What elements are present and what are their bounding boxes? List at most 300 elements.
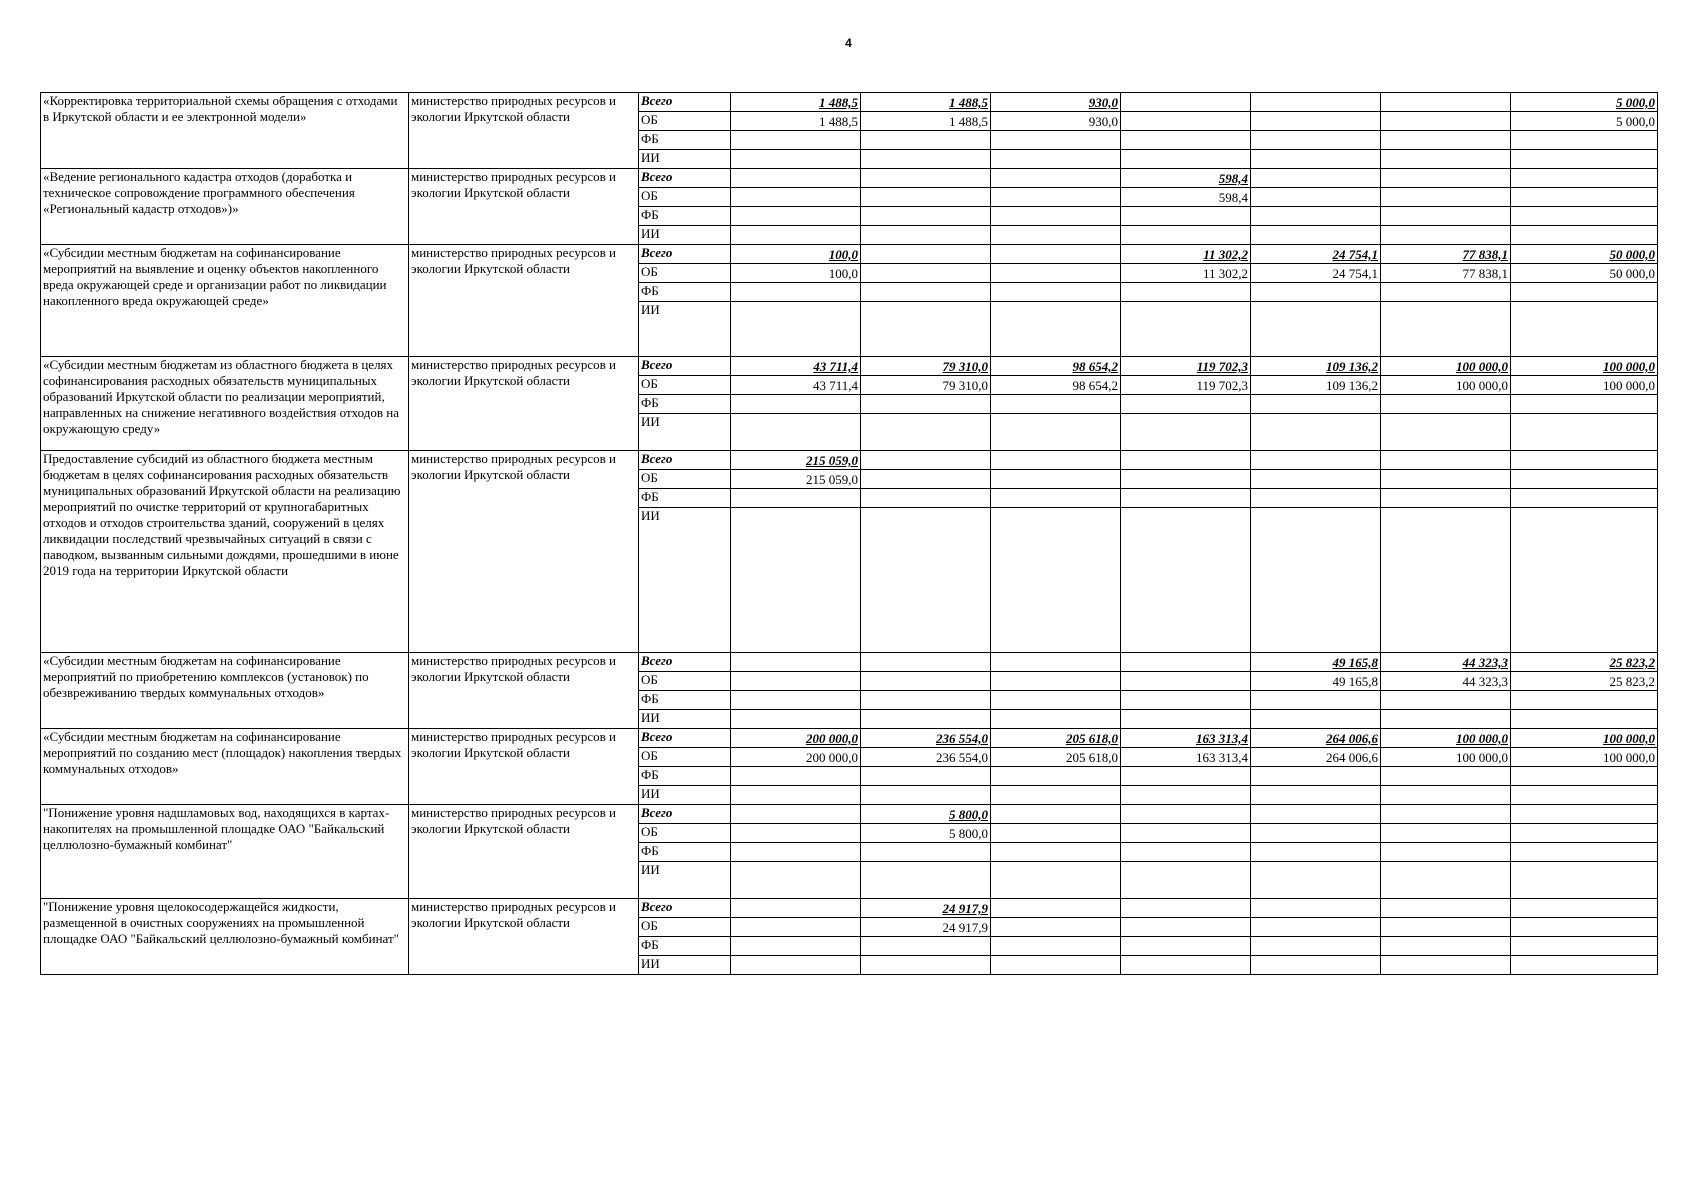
amount-cell bbox=[991, 843, 1121, 862]
amount-cell bbox=[991, 653, 1121, 672]
amount-cell bbox=[861, 395, 991, 414]
amount-cell: 598,4 bbox=[1121, 169, 1251, 188]
amount-cell bbox=[861, 207, 991, 226]
funding-source: Всего bbox=[639, 729, 731, 748]
amount-cell bbox=[1381, 489, 1511, 508]
amount-cell bbox=[1251, 710, 1381, 729]
amount-cell: 44 323,3 bbox=[1381, 672, 1511, 691]
measure-description: «Субсидии местным бюджетам на софинансирование мероприятий на выявление и оценку объектов накопленного вреда окружающей среде и организации работ по ликвидации накопленного вреда окружающей среде» bbox=[41, 245, 409, 357]
table-row-total bbox=[41, 899, 1658, 918]
amount-cell: 100 000,0 bbox=[1381, 376, 1511, 395]
amount-cell bbox=[1251, 169, 1381, 188]
amount-cell bbox=[1511, 283, 1658, 302]
funding-source: ФБ bbox=[639, 767, 731, 786]
amount-cell bbox=[1511, 395, 1658, 414]
amount-cell bbox=[1511, 150, 1658, 169]
funding-source: Всего bbox=[639, 169, 731, 188]
measure-description: "Понижение уровня надшламовых вод, находящихся в картах-накопителях на промышленной площадке ОАО "Байкальский целлюлозно-бумажный комбинат" bbox=[41, 805, 409, 899]
amount-cell: 5 800,0 bbox=[861, 805, 991, 824]
amount-cell bbox=[1251, 395, 1381, 414]
funding-source: Всего bbox=[639, 805, 731, 824]
amount-cell bbox=[1121, 843, 1251, 862]
amount-cell bbox=[1251, 131, 1381, 150]
amount-cell bbox=[1251, 786, 1381, 805]
amount-cell: 598,4 bbox=[1121, 188, 1251, 207]
amount-cell bbox=[1511, 508, 1658, 653]
amount-cell bbox=[731, 956, 861, 975]
amount-cell bbox=[861, 150, 991, 169]
amount-cell bbox=[1381, 283, 1511, 302]
amount-cell bbox=[1381, 805, 1511, 824]
responsible-executor: министерство природных ресурсов и экологии Иркутской области bbox=[409, 653, 639, 729]
table-row-total bbox=[41, 451, 1658, 470]
funding-source: ФБ bbox=[639, 395, 731, 414]
amount-cell bbox=[1121, 899, 1251, 918]
amount-cell bbox=[1381, 918, 1511, 937]
amount-cell bbox=[1381, 414, 1511, 451]
amount-cell bbox=[1381, 843, 1511, 862]
responsible-executor: министерство природных ресурсов и экологии Иркутской области bbox=[409, 451, 639, 653]
amount-cell bbox=[1121, 805, 1251, 824]
funding-source: ОБ bbox=[639, 672, 731, 691]
amount-cell bbox=[731, 899, 861, 918]
amount-cell bbox=[1121, 767, 1251, 786]
amount-cell bbox=[1381, 150, 1511, 169]
amount-cell bbox=[861, 169, 991, 188]
funding-source: Всего bbox=[639, 451, 731, 470]
funding-source: ИИ bbox=[639, 302, 731, 357]
amount-cell bbox=[1251, 283, 1381, 302]
amount-cell: 163 313,4 bbox=[1121, 729, 1251, 748]
amount-cell bbox=[1511, 918, 1658, 937]
amount-cell bbox=[1121, 937, 1251, 956]
amount-cell bbox=[861, 937, 991, 956]
amount-cell bbox=[861, 226, 991, 245]
budget-table-body bbox=[41, 93, 1658, 975]
page-number: 4 bbox=[845, 36, 852, 50]
amount-cell: 24 754,1 bbox=[1251, 245, 1381, 264]
amount-cell bbox=[1381, 131, 1511, 150]
amount-cell bbox=[1121, 956, 1251, 975]
amount-cell bbox=[1121, 489, 1251, 508]
amount-cell bbox=[991, 207, 1121, 226]
funding-source: ФБ bbox=[639, 207, 731, 226]
amount-cell: 43 711,4 bbox=[731, 376, 861, 395]
amount-cell: 100 000,0 bbox=[1511, 376, 1658, 395]
amount-cell bbox=[1511, 899, 1658, 918]
amount-cell bbox=[861, 843, 991, 862]
amount-cell bbox=[1511, 862, 1658, 899]
amount-cell bbox=[731, 489, 861, 508]
amount-cell bbox=[991, 395, 1121, 414]
amount-cell: 100,0 bbox=[731, 245, 861, 264]
amount-cell bbox=[1121, 414, 1251, 451]
amount-cell bbox=[991, 283, 1121, 302]
amount-cell bbox=[991, 264, 1121, 283]
amount-cell bbox=[1511, 188, 1658, 207]
amount-cell bbox=[991, 710, 1121, 729]
amount-cell: 24 917,9 bbox=[861, 899, 991, 918]
amount-cell bbox=[991, 786, 1121, 805]
amount-cell: 100,0 bbox=[731, 264, 861, 283]
funding-source: ИИ bbox=[639, 414, 731, 451]
amount-cell bbox=[731, 302, 861, 357]
amount-cell bbox=[731, 824, 861, 843]
amount-cell: 24 754,1 bbox=[1251, 264, 1381, 283]
amount-cell bbox=[861, 672, 991, 691]
amount-cell bbox=[861, 786, 991, 805]
amount-cell bbox=[1251, 226, 1381, 245]
amount-cell bbox=[731, 508, 861, 653]
amount-cell bbox=[731, 395, 861, 414]
amount-cell bbox=[1381, 470, 1511, 489]
funding-source: Всего bbox=[639, 245, 731, 264]
amount-cell bbox=[1251, 824, 1381, 843]
amount-cell bbox=[861, 470, 991, 489]
amount-cell bbox=[1251, 150, 1381, 169]
funding-source: ОБ bbox=[639, 376, 731, 395]
measure-description: «Субсидии местным бюджетам на софинансирование мероприятий по приобретению комплексов (установок) по обезвреживанию твердых коммунальных отходов» bbox=[41, 653, 409, 729]
amount-cell bbox=[1511, 169, 1658, 188]
table-row-total bbox=[41, 729, 1658, 748]
amount-cell: 25 823,2 bbox=[1511, 653, 1658, 672]
funding-source: Всего bbox=[639, 653, 731, 672]
amount-cell: 1 488,5 bbox=[731, 112, 861, 131]
amount-cell bbox=[1511, 956, 1658, 975]
amount-cell: 77 838,1 bbox=[1381, 264, 1511, 283]
amount-cell bbox=[1121, 93, 1251, 112]
amount-cell bbox=[1381, 188, 1511, 207]
amount-cell: 930,0 bbox=[991, 112, 1121, 131]
amount-cell: 215 059,0 bbox=[731, 470, 861, 489]
amount-cell bbox=[991, 899, 1121, 918]
amount-cell bbox=[731, 862, 861, 899]
amount-cell bbox=[731, 283, 861, 302]
funding-source: ФБ bbox=[639, 937, 731, 956]
amount-cell bbox=[861, 767, 991, 786]
amount-cell bbox=[991, 767, 1121, 786]
amount-cell bbox=[1381, 956, 1511, 975]
amount-cell bbox=[1251, 899, 1381, 918]
amount-cell bbox=[1381, 451, 1511, 470]
amount-cell bbox=[1121, 508, 1251, 653]
amount-cell bbox=[1251, 470, 1381, 489]
amount-cell bbox=[861, 264, 991, 283]
amount-cell bbox=[731, 767, 861, 786]
amount-cell: 215 059,0 bbox=[731, 451, 861, 470]
amount-cell bbox=[1251, 302, 1381, 357]
amount-cell bbox=[1121, 395, 1251, 414]
amount-cell bbox=[731, 786, 861, 805]
amount-cell: 5 000,0 bbox=[1511, 93, 1658, 112]
amount-cell bbox=[731, 169, 861, 188]
amount-cell: 49 165,8 bbox=[1251, 672, 1381, 691]
amount-cell bbox=[731, 207, 861, 226]
amount-cell bbox=[861, 451, 991, 470]
amount-cell bbox=[1121, 710, 1251, 729]
amount-cell: 109 136,2 bbox=[1251, 376, 1381, 395]
amount-cell bbox=[991, 451, 1121, 470]
amount-cell bbox=[1121, 226, 1251, 245]
amount-cell bbox=[1381, 508, 1511, 653]
funding-source: ОБ bbox=[639, 748, 731, 767]
amount-cell bbox=[1381, 786, 1511, 805]
amount-cell bbox=[991, 226, 1121, 245]
amount-cell bbox=[861, 188, 991, 207]
amount-cell bbox=[991, 131, 1121, 150]
amount-cell: 205 618,0 bbox=[991, 729, 1121, 748]
responsible-executor: министерство природных ресурсов и экологии Иркутской области bbox=[409, 357, 639, 451]
amount-cell: 79 310,0 bbox=[861, 376, 991, 395]
table-row-total bbox=[41, 169, 1658, 188]
measure-description: «Ведение регионального кадастра отходов (доработка и техническое сопровождение программного обеспечения «Региональный кадастр отходов»)» bbox=[41, 169, 409, 245]
amount-cell bbox=[1251, 691, 1381, 710]
amount-cell bbox=[731, 414, 861, 451]
amount-cell bbox=[1121, 150, 1251, 169]
amount-cell: 50 000,0 bbox=[1511, 264, 1658, 283]
amount-cell: 44 323,3 bbox=[1381, 653, 1511, 672]
amount-cell bbox=[731, 710, 861, 729]
responsible-executor: министерство природных ресурсов и экологии Иркутской области bbox=[409, 805, 639, 899]
amount-cell: 109 136,2 bbox=[1251, 357, 1381, 376]
measure-description: Предоставление субсидий из областного бюджета местным бюджетам в целях софинансирования расходных обязательств муниципальных образований Иркутской области на реализацию мероприятий по очистке территорий от крупногабаритных отходов и отходов строительства зданий, сооружений в целях ликвидации последствий чрезвычайных ситуаций в связи с паводком, вызванным сильными дождями, прошедшими в июне 2019 года на территории Иркутской области bbox=[41, 451, 409, 653]
amount-cell: 264 006,6 bbox=[1251, 748, 1381, 767]
amount-cell bbox=[1381, 302, 1511, 357]
amount-cell bbox=[1511, 302, 1658, 357]
amount-cell: 100 000,0 bbox=[1511, 729, 1658, 748]
funding-source: ОБ bbox=[639, 264, 731, 283]
funding-source: ОБ bbox=[639, 918, 731, 937]
amount-cell bbox=[1381, 93, 1511, 112]
amount-cell: 49 165,8 bbox=[1251, 653, 1381, 672]
amount-cell bbox=[991, 470, 1121, 489]
budget-table bbox=[40, 92, 1658, 975]
amount-cell: 119 702,3 bbox=[1121, 376, 1251, 395]
amount-cell bbox=[1251, 112, 1381, 131]
funding-source: ИИ bbox=[639, 150, 731, 169]
amount-cell bbox=[1251, 489, 1381, 508]
amount-cell bbox=[1121, 691, 1251, 710]
amount-cell bbox=[1511, 451, 1658, 470]
amount-cell bbox=[1381, 767, 1511, 786]
amount-cell: 264 006,6 bbox=[1251, 729, 1381, 748]
amount-cell bbox=[861, 489, 991, 508]
amount-cell: 98 654,2 bbox=[991, 357, 1121, 376]
amount-cell bbox=[1511, 470, 1658, 489]
funding-source: ОБ bbox=[639, 188, 731, 207]
amount-cell bbox=[731, 131, 861, 150]
measure-description: «Субсидии местным бюджетам на софинансирование мероприятий по созданию мест (площадок) накопления твердых коммунальных отходов» bbox=[41, 729, 409, 805]
amount-cell bbox=[861, 956, 991, 975]
amount-cell bbox=[1251, 918, 1381, 937]
amount-cell bbox=[861, 508, 991, 653]
amount-cell bbox=[1511, 843, 1658, 862]
amount-cell bbox=[1121, 451, 1251, 470]
amount-cell bbox=[991, 862, 1121, 899]
amount-cell bbox=[731, 226, 861, 245]
amount-cell bbox=[1121, 302, 1251, 357]
amount-cell bbox=[991, 245, 1121, 264]
amount-cell bbox=[1121, 786, 1251, 805]
amount-cell bbox=[1121, 131, 1251, 150]
amount-cell: 98 654,2 bbox=[991, 376, 1121, 395]
amount-cell bbox=[1511, 767, 1658, 786]
amount-cell bbox=[731, 150, 861, 169]
amount-cell: 236 554,0 bbox=[861, 748, 991, 767]
funding-source: ФБ bbox=[639, 131, 731, 150]
responsible-executor: министерство природных ресурсов и экологии Иркутской области bbox=[409, 169, 639, 245]
responsible-executor: министерство природных ресурсов и экологии Иркутской области bbox=[409, 245, 639, 357]
amount-cell: 100 000,0 bbox=[1511, 748, 1658, 767]
amount-cell bbox=[731, 843, 861, 862]
amount-cell bbox=[991, 824, 1121, 843]
amount-cell bbox=[861, 691, 991, 710]
amount-cell: 1 488,5 bbox=[731, 93, 861, 112]
amount-cell: 100 000,0 bbox=[1381, 729, 1511, 748]
amount-cell bbox=[861, 653, 991, 672]
amount-cell bbox=[731, 937, 861, 956]
amount-cell: 100 000,0 bbox=[1511, 357, 1658, 376]
amount-cell bbox=[861, 283, 991, 302]
measure-description: «Корректировка территориальной схемы обращения с отходами в Иркутской области и ее электронной модели» bbox=[41, 93, 409, 169]
amount-cell bbox=[1251, 805, 1381, 824]
funding-source: ФБ bbox=[639, 691, 731, 710]
amount-cell bbox=[1251, 956, 1381, 975]
responsible-executor: министерство природных ресурсов и экологии Иркутской области bbox=[409, 93, 639, 169]
amount-cell bbox=[731, 805, 861, 824]
amount-cell bbox=[991, 188, 1121, 207]
funding-source: ИИ bbox=[639, 786, 731, 805]
amount-cell bbox=[1251, 862, 1381, 899]
amount-cell bbox=[1511, 824, 1658, 843]
amount-cell bbox=[991, 956, 1121, 975]
amount-cell: 43 711,4 bbox=[731, 357, 861, 376]
amount-cell bbox=[861, 414, 991, 451]
amount-cell bbox=[1251, 508, 1381, 653]
amount-cell: 100 000,0 bbox=[1381, 748, 1511, 767]
responsible-executor: министерство природных ресурсов и экологии Иркутской области bbox=[409, 899, 639, 975]
amount-cell bbox=[1381, 862, 1511, 899]
amount-cell: 11 302,2 bbox=[1121, 264, 1251, 283]
amount-cell bbox=[861, 862, 991, 899]
funding-source: Всего bbox=[639, 93, 731, 112]
table-row-total bbox=[41, 357, 1658, 376]
table-row-total bbox=[41, 805, 1658, 824]
amount-cell bbox=[991, 805, 1121, 824]
amount-cell bbox=[731, 672, 861, 691]
funding-source: ИИ bbox=[639, 226, 731, 245]
amount-cell: 5 800,0 bbox=[861, 824, 991, 843]
amount-cell bbox=[1511, 207, 1658, 226]
amount-cell bbox=[1121, 918, 1251, 937]
amount-cell bbox=[1511, 131, 1658, 150]
funding-source: ИИ bbox=[639, 862, 731, 899]
amount-cell bbox=[861, 302, 991, 357]
funding-source: ОБ bbox=[639, 824, 731, 843]
funding-source: Всего bbox=[639, 899, 731, 918]
funding-source: ИИ bbox=[639, 710, 731, 729]
amount-cell bbox=[1511, 691, 1658, 710]
amount-cell bbox=[1381, 691, 1511, 710]
amount-cell: 5 000,0 bbox=[1511, 112, 1658, 131]
amount-cell bbox=[861, 245, 991, 264]
amount-cell: 77 838,1 bbox=[1381, 245, 1511, 264]
amount-cell bbox=[1511, 786, 1658, 805]
amount-cell bbox=[1251, 93, 1381, 112]
amount-cell bbox=[1121, 862, 1251, 899]
amount-cell bbox=[1251, 937, 1381, 956]
amount-cell: 163 313,4 bbox=[1121, 748, 1251, 767]
amount-cell bbox=[1381, 824, 1511, 843]
amount-cell: 24 917,9 bbox=[861, 918, 991, 937]
measure-description: «Субсидии местным бюджетам из областного бюджета в целях софинансирования расходных обязательств муниципальных образований Иркутской области по реализации мероприятий, направленных на снижение негативного воздействия отходов на окружающую среду» bbox=[41, 357, 409, 451]
amount-cell bbox=[991, 508, 1121, 653]
funding-source: ФБ bbox=[639, 843, 731, 862]
amount-cell bbox=[991, 302, 1121, 357]
amount-cell bbox=[991, 414, 1121, 451]
amount-cell: 50 000,0 bbox=[1511, 245, 1658, 264]
amount-cell bbox=[731, 188, 861, 207]
amount-cell: 200 000,0 bbox=[731, 748, 861, 767]
amount-cell bbox=[1511, 937, 1658, 956]
amount-cell bbox=[1511, 489, 1658, 508]
amount-cell bbox=[1511, 710, 1658, 729]
amount-cell bbox=[1251, 207, 1381, 226]
amount-cell: 1 488,5 bbox=[861, 112, 991, 131]
amount-cell bbox=[1121, 470, 1251, 489]
amount-cell bbox=[861, 710, 991, 729]
amount-cell bbox=[731, 918, 861, 937]
funding-source: ФБ bbox=[639, 489, 731, 508]
amount-cell bbox=[1251, 414, 1381, 451]
amount-cell bbox=[731, 653, 861, 672]
funding-source: ОБ bbox=[639, 470, 731, 489]
amount-cell bbox=[1251, 188, 1381, 207]
amount-cell bbox=[991, 489, 1121, 508]
responsible-executor: министерство природных ресурсов и экологии Иркутской области bbox=[409, 729, 639, 805]
amount-cell bbox=[1511, 226, 1658, 245]
amount-cell: 100 000,0 bbox=[1381, 357, 1511, 376]
amount-cell bbox=[1251, 843, 1381, 862]
amount-cell: 11 302,2 bbox=[1121, 245, 1251, 264]
amount-cell bbox=[1381, 937, 1511, 956]
amount-cell bbox=[1121, 824, 1251, 843]
table-row-total bbox=[41, 93, 1658, 112]
amount-cell: 200 000,0 bbox=[731, 729, 861, 748]
funding-source: Всего bbox=[639, 357, 731, 376]
funding-source: ИИ bbox=[639, 956, 731, 975]
amount-cell bbox=[1251, 451, 1381, 470]
amount-cell: 79 310,0 bbox=[861, 357, 991, 376]
amount-cell bbox=[1121, 207, 1251, 226]
amount-cell bbox=[1121, 672, 1251, 691]
amount-cell bbox=[991, 169, 1121, 188]
amount-cell bbox=[1381, 710, 1511, 729]
amount-cell bbox=[1381, 226, 1511, 245]
amount-cell bbox=[1381, 169, 1511, 188]
funding-source: ИИ bbox=[639, 508, 731, 653]
amount-cell: 119 702,3 bbox=[1121, 357, 1251, 376]
amount-cell bbox=[1121, 653, 1251, 672]
funding-source: ОБ bbox=[639, 112, 731, 131]
amount-cell bbox=[1511, 414, 1658, 451]
amount-cell bbox=[1381, 112, 1511, 131]
amount-cell bbox=[1381, 395, 1511, 414]
amount-cell: 236 554,0 bbox=[861, 729, 991, 748]
amount-cell bbox=[1381, 207, 1511, 226]
amount-cell bbox=[861, 131, 991, 150]
amount-cell: 25 823,2 bbox=[1511, 672, 1658, 691]
